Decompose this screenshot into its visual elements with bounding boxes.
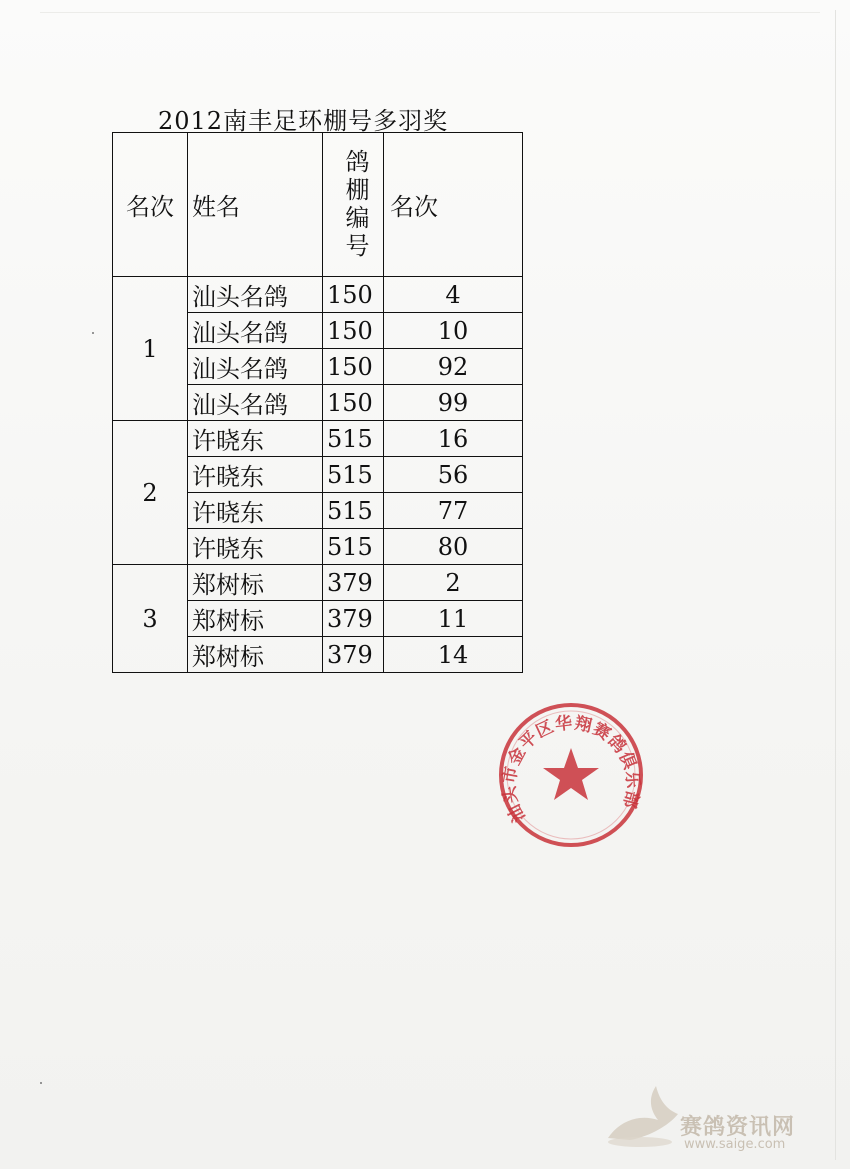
cell-place: 14 — [384, 637, 523, 673]
cell-place: 99 — [384, 385, 523, 421]
document-title: 2012南丰足环棚号多羽奖 — [158, 107, 449, 135]
cell-name: 郑树标 — [188, 565, 323, 601]
cell-name: 郑树标 — [188, 637, 323, 673]
table-row — [113, 565, 523, 601]
cell-loft: 150 — [323, 349, 384, 385]
group-rank: 3 — [113, 565, 188, 673]
cell-name: 许晓东 — [188, 493, 323, 529]
cell-name: 许晓东 — [188, 529, 323, 565]
cell-name: 汕头名鸽 — [188, 313, 323, 349]
cell-loft: 150 — [323, 385, 384, 421]
scan-speck — [40, 1082, 42, 1084]
header-rank: 名次 — [113, 133, 188, 277]
cell-loft: 150 — [323, 313, 384, 349]
cell-name: 汕头名鸽 — [188, 385, 323, 421]
cell-name: 许晓东 — [188, 421, 323, 457]
cell-loft: 515 — [323, 457, 384, 493]
cell-loft: 379 — [323, 637, 384, 673]
cell-loft: 379 — [323, 565, 384, 601]
cell-place: 77 — [384, 493, 523, 529]
cell-place: 92 — [384, 349, 523, 385]
cell-name: 许晓东 — [188, 457, 323, 493]
group-rank: 2 — [113, 421, 188, 565]
cell-place: 10 — [384, 313, 523, 349]
watermark-site-name: 赛鸽资讯网 — [680, 1115, 796, 1140]
cell-loft: 515 — [323, 493, 384, 529]
pigeon-icon — [608, 1086, 678, 1140]
cell-name: 郑树标 — [188, 601, 323, 637]
page-edge-top — [40, 12, 820, 13]
table-row — [113, 277, 523, 313]
header-ring-rank: 名次 — [384, 133, 523, 277]
club-seal-stamp — [496, 700, 646, 850]
cell-loft: 150 — [323, 277, 384, 313]
cell-place: 16 — [384, 421, 523, 457]
group-rank: 1 — [113, 277, 188, 421]
cell-place: 2 — [384, 565, 523, 601]
table-header-row — [113, 133, 523, 277]
cell-name: 汕头名鸽 — [188, 277, 323, 313]
cell-place: 11 — [384, 601, 523, 637]
cell-place: 80 — [384, 529, 523, 565]
watermark-url: www.saige.com — [684, 1137, 786, 1152]
cell-place: 4 — [384, 277, 523, 313]
award-table — [112, 132, 523, 673]
cell-loft: 515 — [323, 421, 384, 457]
svg-text:汕头市金平区华翔赛鸽俱乐部: 汕头市金平区华翔赛鸽俱乐部 — [499, 713, 643, 826]
header-loft-number-text: 鸽棚编号 — [341, 148, 369, 261]
cell-loft: 379 — [323, 601, 384, 637]
header-name: 姓名 — [188, 133, 323, 277]
cell-place: 56 — [384, 457, 523, 493]
table-row — [113, 421, 523, 457]
cell-loft: 515 — [323, 529, 384, 565]
seal-star-icon — [543, 748, 599, 800]
page-edge-right — [835, 10, 836, 1160]
header-loft-number — [323, 133, 384, 277]
cell-name: 汕头名鸽 — [188, 349, 323, 385]
scan-speck — [92, 332, 94, 334]
